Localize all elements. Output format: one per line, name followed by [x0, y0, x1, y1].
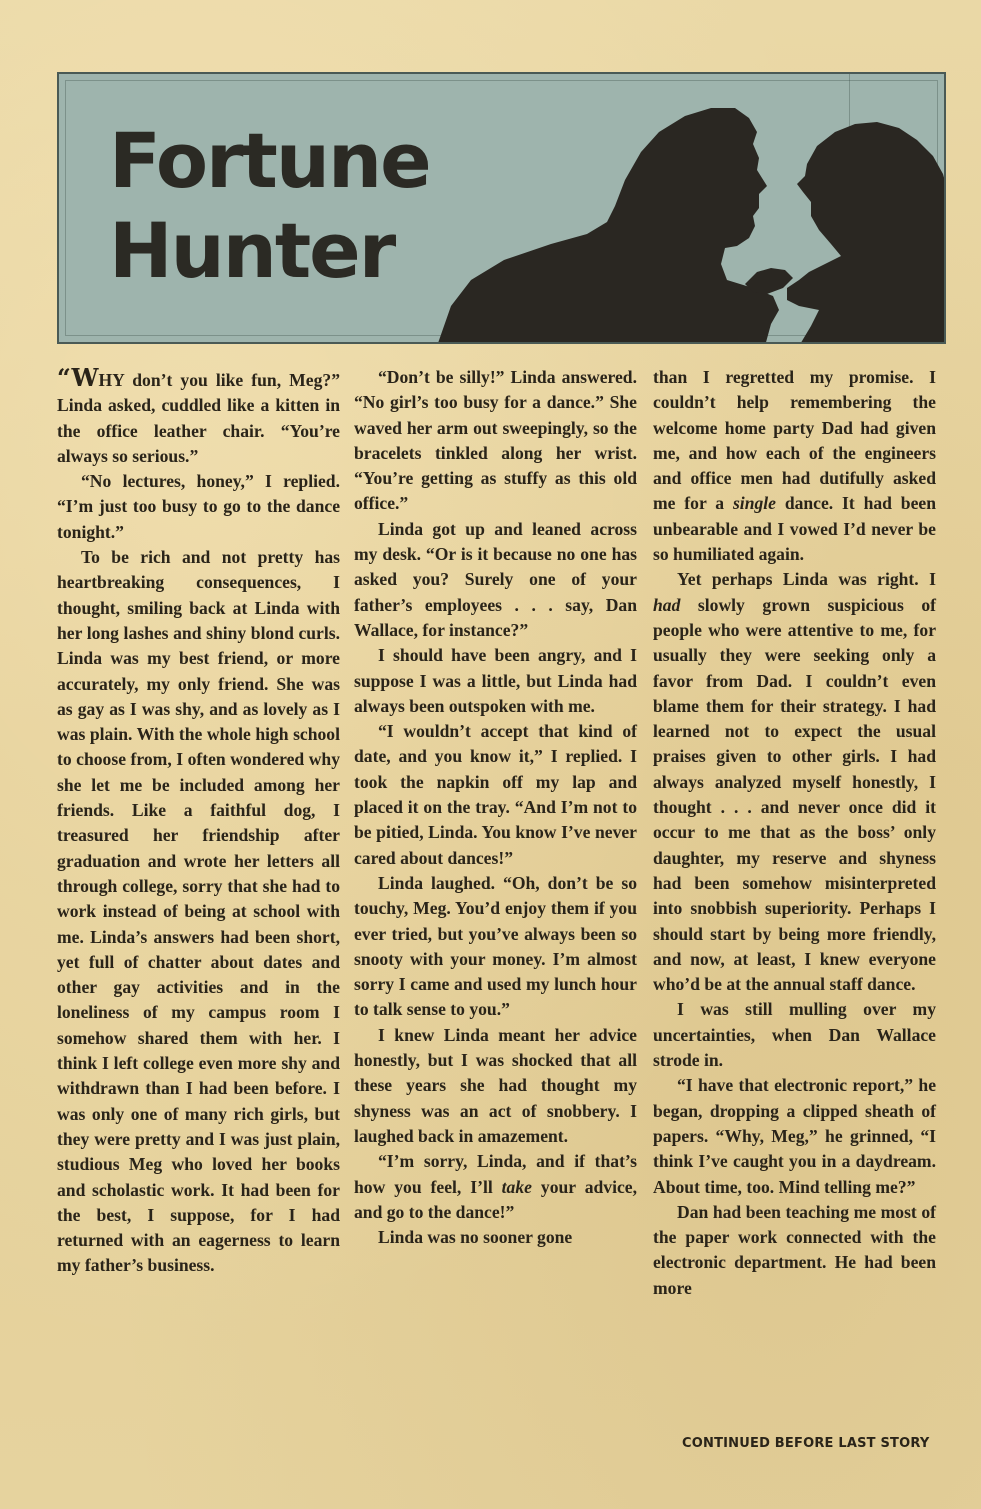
title-line-1: Fortune: [109, 116, 430, 205]
paragraph: Dan had been teaching me most of the paper work connected with the electronic department. He had been more: [653, 1201, 936, 1298]
paragraph-text: dance. It had been unbearable and I vowed I’d never be so humiliated again.: [653, 493, 936, 565]
paragraph-text: than I regretted my promise. I couldn’t help remembering the welcome home party Dad had given me, and how each of the engineers and office men had dutifully asked me for a: [653, 367, 936, 514]
column-1: [57, 365, 340, 1279]
paragraph: I should have been angry, and I suppose I was a little, but Linda had always been outspoken with me.: [354, 645, 637, 716]
paragraph: I knew Linda meant her advice honestly, but I was shocked that all these years she had thought my shyness was an act of snobbery. I laughed back in amazement.: [354, 1024, 637, 1146]
paragraph-text: Yet perhaps Linda was right. I: [677, 569, 936, 590]
emphasis: single: [732, 493, 776, 514]
woman-hand: [745, 268, 793, 294]
paragraph: Linda laughed. “Oh, don’t be so touchy, Meg. You’d enjoy them if you ever tried, but you’ve always been so snooty with your money. I’m almost sorry I came and used my lunch hour to talk sense to you.”: [354, 872, 637, 1020]
story-title: [109, 116, 430, 296]
paragraph: To be rich and not pretty has heartbreaking consequences, I thought, smiling back at Linda with her long lashes and shiny blond curls. Linda was my best friend, or more accurately, my only friend. She was as gay as I was shy, and as lovely as I was plain. With the whole high school to choose from, I often wondered why she let me be included among her friends. Like a faithful dog, I treasured her friendship after graduation and wrote her letters all through college, sorry that she had to work instead of being at school with me. Linda’s answers had been short, yet full of chatter about dates and other gay activities and in the loneliness of my campus room I somehow shared them with her. I think I left college even more shy and withdrawn than I had been before. I was only one of many rich girls, but they were pretty and I was just plain, studious Meg who loved her books and scholastic work. It had been for the best, I suppose, for I had returned with an eagerness to learn my father’s business.: [57, 547, 340, 1276]
paragraph: Linda got up and leaned across my desk. “Or is it because no one has asked you? Surely one of your father’s employees . . . say, Dan Wallace, for instance?”: [354, 518, 637, 640]
paragraph-text: your advice, and go to the dance!”: [354, 1176, 637, 1222]
emphasis: had: [653, 594, 681, 615]
paragraph: “Don’t be silly!” Linda answered. “No girl’s too busy for a dance.” She waved her arm out sweepingly, so the bracelets tinkled along her wrist. “You’re getting as stuffy as this old office.”: [354, 367, 637, 514]
paragraph: I was still mulling over my uncertainties, when Dan Wallace strode in.: [653, 999, 936, 1071]
paragraph: “I have that electronic report,” he began, dropping a clipped sheath of papers. “Why, Meg,” he grinned, “I think I’ve caught you in a daydream. About time, too. Mind telling me?”: [653, 1075, 936, 1197]
title-banner: [57, 72, 946, 344]
man-silhouette: [437, 108, 779, 344]
woman-silhouette: [787, 122, 946, 344]
paragraph: Linda was no sooner gone: [378, 1227, 573, 1248]
paragraph-text: “I’m sorry, Linda, and if that’s how you feel, I’ll: [354, 1151, 637, 1197]
title-line-2: Hunter: [109, 206, 395, 295]
story-columns: [57, 365, 939, 1440]
drop-cap: “W: [57, 363, 99, 392]
emphasis: take: [501, 1176, 532, 1197]
paragraph: “I wouldn’t accept that kind of date, and you know it,” I replied. I took the napkin off my lap and placed it on the tray. “And I’m not to be pitied, Linda. You know I’ve never cared about dances!”: [354, 721, 637, 868]
paragraph-text: HY don’t you like fun, Meg?” Linda asked, cuddled like a kitten in the office leather chair. “You’re always so serious.”: [57, 370, 340, 466]
column-3: [653, 365, 936, 1301]
continued-note: CONTINUED BEFORE LAST STORY: [682, 1436, 930, 1451]
paragraph: [653, 365, 936, 567]
paragraph: “No lectures, honey,” I replied. “I’m just too busy to go to the dance tonight.”: [57, 471, 340, 542]
paragraph: [653, 567, 936, 997]
paragraph-text: slowly grown suspicious of people who were attentive to me, for usually they were seeking only a favor from Dad. I couldn’t even blame them for their strategy. I had learned not to expect the usual praises given to other girls. I had always analyzed myself honestly, I thought . . . and never once did it occur to me that as the boss’ only daughter, my reserve and shyness had been somehow misinterpreted into snobbish superiority. Perhaps I should start by being more friendly, and now, at least, I knew everyone who’d be at the annual staff dance.: [653, 594, 936, 995]
column-2: [354, 365, 637, 1250]
paragraph: [57, 365, 340, 469]
paragraph: [354, 1149, 637, 1225]
